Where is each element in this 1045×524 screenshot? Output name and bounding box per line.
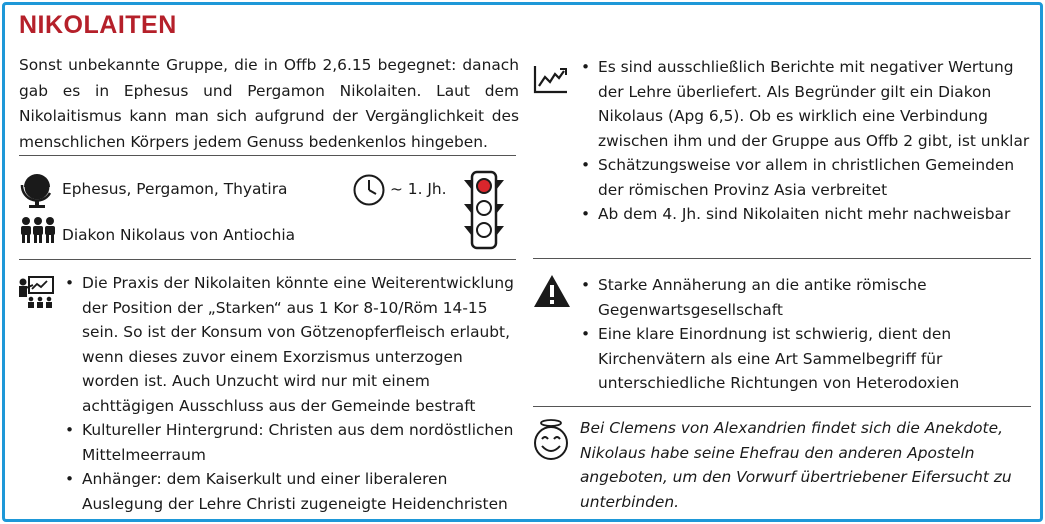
intro-text: Sonst unbekannte Gruppe, die in Offb 2,6.15 begegnet: danach gab es in Ephesus und Pergamon Nikolaiten. Laut dem Nikolaitismus kann man sich aufgrund der Vergänglichkeit des menschlichen Körpers jedem Genuss bedenkenlos hingeben. (19, 56, 519, 151)
person-text: Diakon Nikolaus von Antiochia (62, 226, 296, 244)
page-title: NIKOLAITEN (19, 11, 177, 39)
list-item: • Eine klare Einordnung ist schwierig, dient den Kirchenvätern als eine Art Sammelbegriff für unterschiedliche Richtungen von Heterodoxien (581, 322, 1033, 396)
divider-left-2 (19, 259, 516, 260)
places-text: Ephesus, Pergamon, Thyatira (62, 180, 288, 198)
list-item: • Es sind ausschließlich Berichte mit negativer Wertung der Lehre überliefert. Als Begründer gilt ein Diakon Nikolaus (Apg 6,5). Ob es wirklich eine Verbindung zwischen ihm und der Gruppe aus Offb 2 gibt, ist unklar (581, 55, 1033, 153)
history-list (581, 55, 1033, 227)
angel-smiley-icon (530, 417, 572, 461)
list-item: • Schätzungsweise vor allem in christlichen Gemeinden der römischen Provinz Asia verbreitet (581, 153, 1033, 202)
clock-icon (352, 173, 386, 207)
info-card (2, 2, 1043, 522)
globe-icon (19, 171, 55, 209)
divider-right-1 (533, 258, 1031, 259)
anecdote-text: Bei Clemens von Alexandrien findet sich die Anekdote, Nikolaus habe seine Ehefrau den anderen Aposteln angeboten, um den Vorwurf übertriebener Eifersucht zu unterbinden. (580, 419, 1012, 511)
practice-list (65, 271, 517, 516)
list-item: • Ab dem 4. Jh. sind Nikolaiten nicht mehr nachweisbar (581, 202, 1033, 227)
people-icon (19, 216, 57, 244)
warning-list (581, 273, 1033, 396)
list-item: • Starke Annäherung an die antike römische Gegenwartsgesellschaft (581, 273, 1033, 322)
warning-icon (532, 273, 572, 309)
divider-left-1 (19, 155, 516, 156)
divider-right-2 (533, 406, 1031, 407)
time-text: ~ 1. Jh. (390, 180, 447, 198)
list-item: • Die Praxis der Nikolaiten könnte eine Weiterentwicklung der Position der „Starken“ aus 1 Kor 8-10/Röm 14-15 sein. So ist der Konsum von Götzenopferfleisch erlaubt, wenn dieses zuvor einem Exorzismus unterzogen worden ist. Auch Unzucht wird nur mit einem achttägigen Ausschluss aus der Gemeinde bestraft (65, 271, 517, 418)
traffic-light-icon (461, 170, 507, 250)
presentation-icon (17, 275, 55, 309)
list-item: • Anhänger: dem Kaiserkult und einer liberaleren Auslegung der Lehre Christi zugeneigte Heidenchristen (65, 467, 517, 516)
list-item: • Kultureller Hintergrund: Christen aus dem nordöstlichen Mittelmeerraum (65, 418, 517, 467)
trend-chart-icon (532, 63, 570, 95)
